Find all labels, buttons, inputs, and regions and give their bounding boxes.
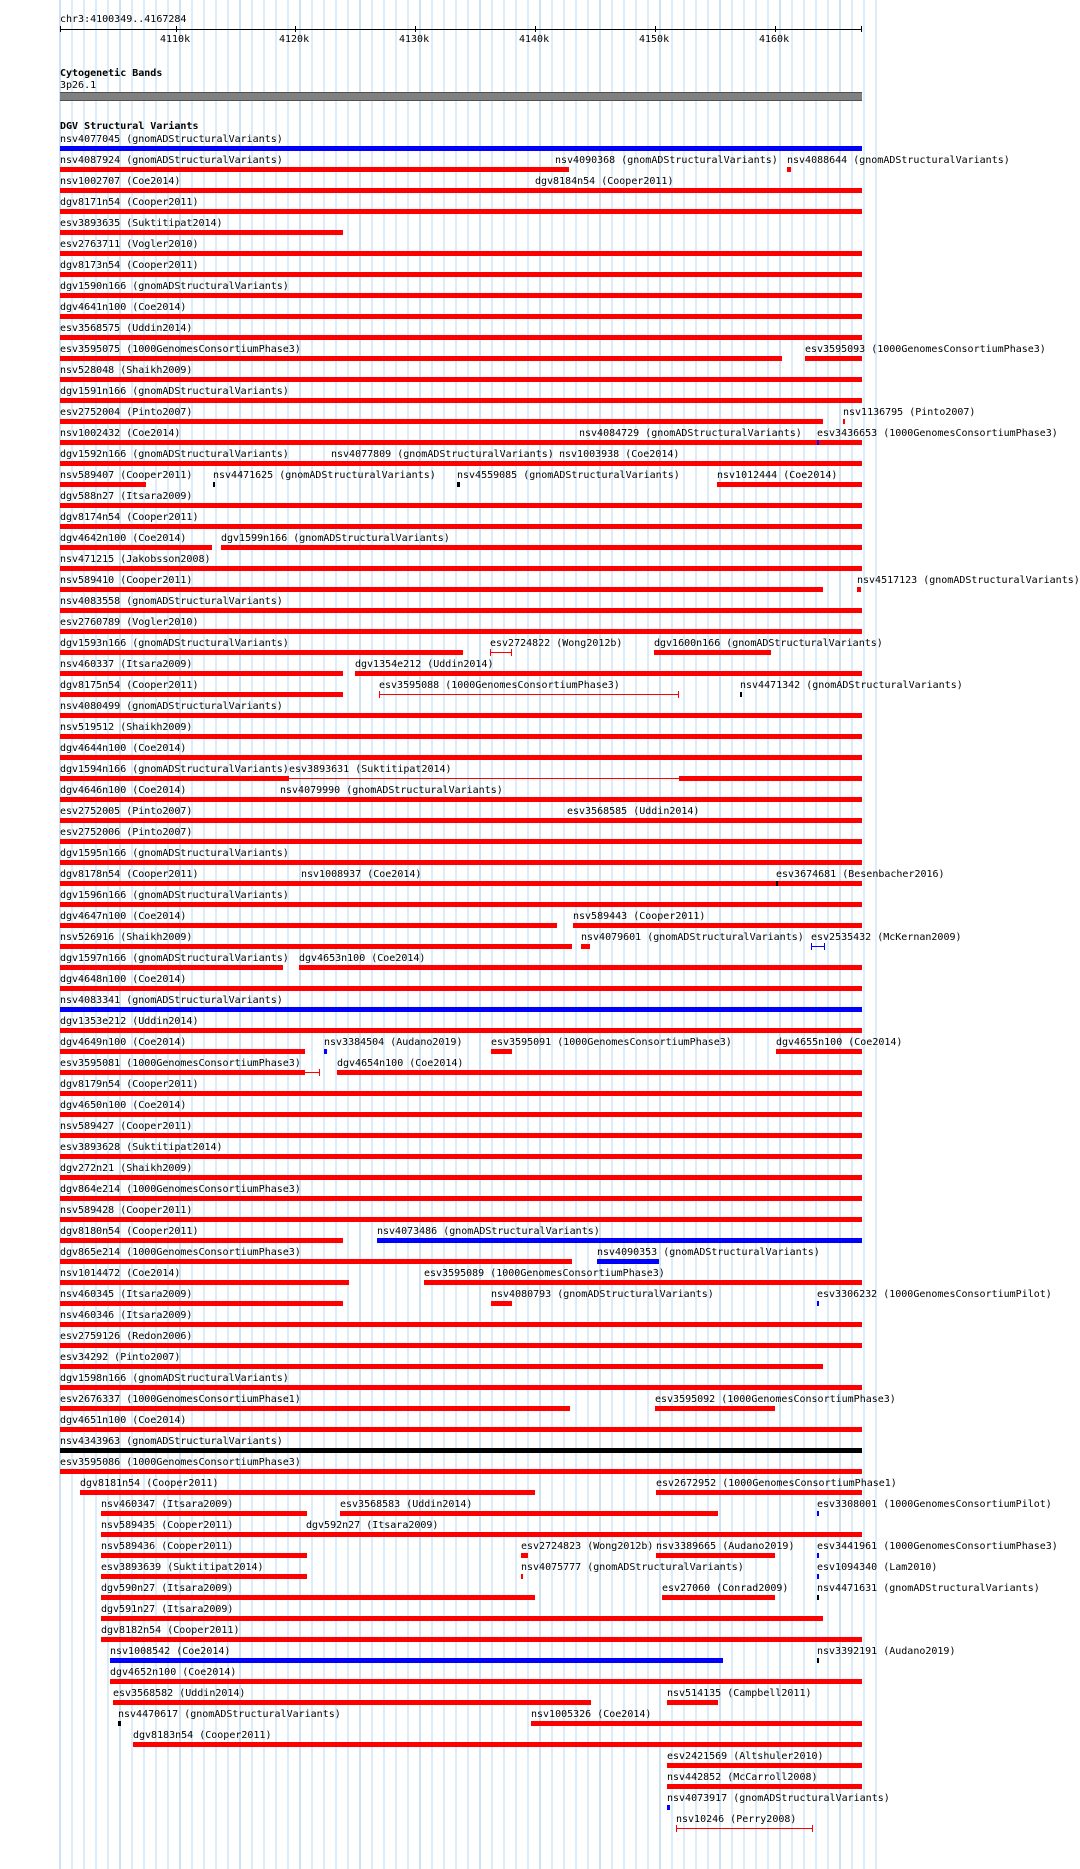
sv-feature-endcap <box>824 943 825 950</box>
sv-feature-connector <box>289 778 679 779</box>
sv-feature-label[interactable]: esv2676337 (1000GenomesConsortiumPhase1) <box>60 1394 301 1405</box>
sv-feature-label[interactable]: nsv471215 (Jakobsson2008) <box>60 554 211 565</box>
sv-feature-bar[interactable] <box>60 293 862 298</box>
sv-feature-bar[interactable] <box>655 1406 775 1411</box>
sv-feature-bar[interactable] <box>60 1112 862 1117</box>
sv-feature-label[interactable]: dgv4651n100 (Coe2014) <box>60 1415 187 1426</box>
sv-feature-bar[interactable] <box>491 1301 512 1306</box>
sv-feature-label[interactable]: nsv589443 (Cooper2011) <box>573 911 706 922</box>
sv-feature-label[interactable]: dgv591n27 (Itsara2009) <box>101 1604 234 1615</box>
ruler-end-tick <box>861 26 862 32</box>
sv-feature-bar[interactable] <box>60 671 343 676</box>
sv-feature-label[interactable]: nsv4073917 (gnomADStructuralVariants) <box>667 1793 890 1804</box>
sv-feature-bar[interactable] <box>60 1007 862 1012</box>
sv-feature-bar[interactable] <box>60 314 862 319</box>
sv-feature-bar[interactable] <box>60 209 862 214</box>
sv-feature-label[interactable]: esv2763711 (Vogler2010) <box>60 239 199 250</box>
sv-feature-bar[interactable] <box>60 713 862 718</box>
sv-feature-bar[interactable] <box>60 1070 305 1075</box>
sv-feature-label[interactable]: nsv589436 (Cooper2011) <box>101 1541 234 1552</box>
sv-feature-bar[interactable] <box>60 1175 862 1180</box>
ruler-tick <box>775 26 776 32</box>
sv-feature-bar[interactable] <box>60 608 862 613</box>
sv-feature-label[interactable]: dgv865e214 (1000GenomesConsortiumPhase3) <box>60 1247 301 1258</box>
sv-feature-bar[interactable] <box>817 440 819 445</box>
sv-feature-label[interactable]: esv3441961 (1000GenomesConsortiumPhase3) <box>817 1541 1058 1552</box>
sv-feature-label[interactable]: esv3595093 (1000GenomesConsortiumPhase3) <box>805 344 1046 355</box>
sv-feature-bar[interactable] <box>424 1280 862 1285</box>
sv-feature-label[interactable]: nsv4559085 (gnomADStructuralVariants) <box>457 470 680 481</box>
sv-feature-label[interactable]: dgv4647n100 (Coe2014) <box>60 911 187 922</box>
sv-feature-label[interactable]: nsv10246 (Perry2008) <box>676 1814 797 1825</box>
sv-feature-bar[interactable] <box>60 986 862 991</box>
sv-feature-bar[interactable] <box>60 692 343 697</box>
sv-feature-label[interactable]: dgv1592n166 (gnomADStructuralVariants) <box>60 449 289 460</box>
sv-feature-label[interactable]: nsv1008937 (Coe2014) <box>301 869 422 880</box>
sv-feature-bar[interactable] <box>60 1133 862 1138</box>
sv-feature-label[interactable]: dgv8181n54 (Cooper2011) <box>80 1478 219 1489</box>
sv-feature-bar[interactable] <box>60 251 862 256</box>
sv-feature-bar[interactable] <box>817 1511 819 1516</box>
sv-feature-label[interactable]: esv3893628 (Suktitipat2014) <box>60 1142 223 1153</box>
sv-feature-bar[interactable] <box>60 1364 823 1369</box>
sv-feature-label[interactable]: nsv4471625 (gnomADStructuralVariants) <box>213 470 436 481</box>
sv-feature-label[interactable]: nsv460345 (Itsara2009) <box>60 1289 193 1300</box>
ruler-tick <box>295 26 296 32</box>
sv-feature-bar[interactable] <box>531 1721 862 1726</box>
sv-feature-label[interactable]: esv2752005 (Pinto2007) <box>60 806 193 817</box>
sv-feature-bar[interactable] <box>817 1574 819 1579</box>
sv-feature-label[interactable]: nsv1002432 (Coe2014) <box>60 428 181 439</box>
sv-feature-label[interactable]: dgv1596n166 (gnomADStructuralVariants) <box>60 890 289 901</box>
sv-feature-label[interactable]: dgv592n27 (Itsara2009) <box>306 1520 439 1531</box>
sv-feature-bar[interactable] <box>60 566 862 571</box>
sv-feature-bar[interactable] <box>60 923 557 928</box>
ruler-axis <box>60 29 862 30</box>
sv-feature-label[interactable]: nsv514135 (Campbell2011) <box>667 1688 812 1699</box>
sv-feature-bar[interactable] <box>118 1721 121 1726</box>
sv-feature-bar[interactable] <box>817 1301 819 1306</box>
sv-feature-bar[interactable] <box>667 1784 862 1789</box>
sv-feature-bar[interactable] <box>776 881 778 886</box>
sv-feature-label[interactable]: dgv1593n166 (gnomADStructuralVariants) <box>60 638 289 649</box>
sv-feature-bar[interactable] <box>521 1553 528 1558</box>
sv-feature-bar[interactable] <box>60 1406 570 1411</box>
sv-feature-label[interactable]: dgv8180n54 (Cooper2011) <box>60 1226 199 1237</box>
sv-feature-label[interactable]: esv3893631 (Suktitipat2014) <box>289 764 452 775</box>
sv-feature-label[interactable]: nsv4471342 (gnomADStructuralVariants) <box>740 680 963 691</box>
sv-feature-label[interactable]: nsv4073486 (gnomADStructuralVariants) <box>377 1226 600 1237</box>
sv-feature-bar[interactable] <box>60 230 343 235</box>
sv-feature-label[interactable]: esv2421569 (Altshuler2010) <box>667 1751 824 1762</box>
sv-feature-bar[interactable] <box>567 818 862 823</box>
sv-feature-label[interactable]: dgv8173n54 (Cooper2011) <box>60 260 199 271</box>
sv-feature-bar[interactable] <box>101 1553 307 1558</box>
sv-feature-bar[interactable] <box>60 755 862 760</box>
sv-feature-bar[interactable] <box>133 1742 862 1747</box>
sv-feature-tail <box>305 1072 319 1073</box>
sv-feature-label[interactable]: nsv3384504 (Audano2019) <box>324 1037 463 1048</box>
sv-feature-label[interactable]: nsv1008542 (Coe2014) <box>110 1646 231 1657</box>
sv-feature-bar[interactable] <box>597 1259 659 1264</box>
sv-feature-bar[interactable] <box>60 1154 862 1159</box>
sv-feature-label[interactable]: nsv4090368 (gnomADStructuralVariants) <box>555 155 778 166</box>
sv-feature-label[interactable]: nsv4088644 (gnomADStructuralVariants) <box>787 155 1010 166</box>
sv-feature-bar[interactable] <box>60 1385 862 1390</box>
dgv-track-title: DGV Structural Variants <box>60 121 199 132</box>
sv-feature-bar[interactable] <box>60 272 862 277</box>
sv-feature-label[interactable]: esv2752006 (Pinto2007) <box>60 827 193 838</box>
ruler-start-tick <box>60 26 61 32</box>
cytoband-bar[interactable] <box>60 92 862 101</box>
sv-feature-label[interactable]: dgv1591n166 (gnomADStructuralVariants) <box>60 386 289 397</box>
sv-feature-endcap <box>379 691 380 698</box>
cytoband-track-title: Cytogenetic Bands <box>60 68 163 79</box>
sv-feature-label[interactable]: dgv8178n54 (Cooper2011) <box>60 869 199 880</box>
sv-feature-bar[interactable] <box>490 652 512 653</box>
sv-feature-label[interactable]: dgv8171n54 (Cooper2011) <box>60 197 199 208</box>
sv-feature-label[interactable]: esv3595075 (1000GenomesConsortiumPhase3) <box>60 344 301 355</box>
sv-feature-bar[interactable] <box>60 545 212 550</box>
sv-feature-bar[interactable] <box>101 1532 307 1537</box>
sv-feature-bar[interactable] <box>110 1658 723 1663</box>
ruler-tick-label: 4160k <box>759 34 790 45</box>
sv-feature-label[interactable]: dgv4654n100 (Coe2014) <box>337 1058 464 1069</box>
sv-feature-label[interactable]: dgv4649n100 (Coe2014) <box>60 1037 187 1048</box>
sv-feature-label[interactable]: nsv4077045 (gnomADStructuralVariants) <box>60 134 283 145</box>
sv-feature-label[interactable]: dgv588n27 (Itsara2009) <box>60 491 193 502</box>
sv-feature-bar[interactable] <box>113 1700 591 1705</box>
sv-feature-label[interactable]: esv2724822 (Wong2012b) <box>490 638 623 649</box>
sv-feature-bar[interactable] <box>60 356 782 361</box>
sv-feature-label[interactable]: esv3595081 (1000GenomesConsortiumPhase3) <box>60 1058 301 1069</box>
sv-feature-label[interactable]: nsv4080499 (gnomADStructuralVariants) <box>60 701 283 712</box>
sv-feature-bar[interactable] <box>110 1679 862 1684</box>
sv-feature-label[interactable]: dgv1598n166 (gnomADStructuralVariants) <box>60 1373 289 1384</box>
sv-feature-label[interactable]: nsv1136795 (Pinto2007) <box>843 407 976 418</box>
sv-feature-label[interactable]: nsv4084729 (gnomADStructuralVariants) <box>579 428 802 439</box>
ruler-tick <box>535 26 536 32</box>
sv-feature-bar[interactable] <box>213 482 215 487</box>
sv-feature-bar[interactable] <box>324 1049 327 1054</box>
sv-feature-bar[interactable] <box>662 1595 775 1600</box>
sv-feature-label[interactable]: esv3595092 (1000GenomesConsortiumPhase3) <box>655 1394 896 1405</box>
sv-feature-bar[interactable] <box>579 440 862 445</box>
sv-feature-label[interactable]: dgv4655n100 (Coe2014) <box>776 1037 903 1048</box>
sv-feature-label[interactable]: nsv4077809 (gnomADStructuralVariants) <box>331 449 554 460</box>
sv-feature-bar[interactable] <box>60 482 146 487</box>
sv-feature-bar[interactable] <box>337 1070 862 1075</box>
sv-feature-label[interactable]: nsv4517123 (gnomADStructuralVariants) <box>857 575 1080 586</box>
sv-feature-bar[interactable] <box>60 944 572 949</box>
sv-feature-bar[interactable] <box>60 1196 862 1201</box>
sv-feature-endcap <box>490 649 491 656</box>
sv-feature-bar[interactable] <box>787 167 791 172</box>
sv-feature-label[interactable]: dgv4648n100 (Coe2014) <box>60 974 187 985</box>
sv-feature-bar[interactable] <box>817 1595 819 1600</box>
sv-feature-bar[interactable] <box>656 1553 775 1558</box>
sv-feature-bar[interactable] <box>101 1616 823 1621</box>
sv-feature-label[interactable]: nsv519512 (Shaikh2009) <box>60 722 193 733</box>
sv-feature-bar[interactable] <box>740 692 742 697</box>
sv-feature-bar[interactable] <box>60 1301 343 1306</box>
ruler-tick <box>176 26 177 32</box>
sv-feature-label[interactable]: esv2724823 (Wong2012b) <box>521 1541 654 1552</box>
sv-feature-label[interactable]: esv3568582 (Uddin2014) <box>113 1688 246 1699</box>
sv-feature-bar[interactable] <box>60 440 581 445</box>
sv-feature-label[interactable]: dgv1354e212 (Uddin2014) <box>355 659 494 670</box>
sv-feature-bar[interactable] <box>60 503 862 508</box>
sv-feature-label[interactable]: nsv460346 (Itsara2009) <box>60 1310 193 1321</box>
sv-feature-label[interactable]: esv3306232 (1000GenomesConsortiumPilot) <box>817 1289 1052 1300</box>
sv-feature-label[interactable]: esv3568575 (Uddin2014) <box>60 323 193 334</box>
sv-feature-bar[interactable] <box>717 482 862 487</box>
sv-feature-label[interactable]: nsv1014472 (Coe2014) <box>60 1268 181 1279</box>
sv-feature-label[interactable]: esv3893635 (Suktitipat2014) <box>60 218 223 229</box>
sv-feature-bar[interactable] <box>60 419 823 424</box>
ruler-tick <box>415 26 416 32</box>
sv-feature-bar[interactable] <box>491 1049 512 1054</box>
sv-feature-label[interactable]: dgv4653n100 (Coe2014) <box>299 953 426 964</box>
sv-feature-label[interactable]: dgv8183n54 (Cooper2011) <box>133 1730 272 1741</box>
sv-feature-label[interactable]: esv27060 (Conrad2009) <box>662 1583 789 1594</box>
sv-feature-label[interactable]: dgv4644n100 (Coe2014) <box>60 743 187 754</box>
sv-feature-label[interactable]: nsv1012444 (Coe2014) <box>717 470 838 481</box>
sv-feature-label[interactable]: esv3595089 (1000GenomesConsortiumPhase3) <box>424 1268 665 1279</box>
sv-feature-bar[interactable] <box>811 946 825 947</box>
sv-feature-label[interactable]: nsv526916 (Shaikh2009) <box>60 932 193 943</box>
sv-feature-label[interactable]: nsv4075777 (gnomADStructuralVariants) <box>521 1562 744 1573</box>
sv-feature-bar[interactable] <box>776 1049 862 1054</box>
sv-feature-bar[interactable] <box>101 1511 307 1516</box>
sv-feature-bar[interactable] <box>457 482 460 487</box>
sv-feature-label[interactable]: esv3595086 (1000GenomesConsortiumPhase3) <box>60 1457 301 1468</box>
sv-feature-label[interactable]: nsv3389665 (Audano2019) <box>656 1541 795 1552</box>
sv-feature-bar[interactable] <box>60 1427 862 1432</box>
sv-feature-label[interactable]: dgv1590n166 (gnomADStructuralVariants) <box>60 281 289 292</box>
ruler-tick-label: 4150k <box>639 34 670 45</box>
sv-feature-endcap <box>812 1825 813 1832</box>
sv-feature-label[interactable]: esv3568583 (Uddin2014) <box>340 1499 473 1510</box>
sv-feature-label[interactable]: esv2760789 (Vogler2010) <box>60 617 199 628</box>
sv-feature-bar[interactable] <box>101 1574 307 1579</box>
sv-feature-label[interactable]: dgv1594n166 (gnomADStructuralVariants) <box>60 764 289 775</box>
ruler-tick <box>655 26 656 32</box>
sv-feature-bar[interactable] <box>60 188 535 193</box>
sv-feature-bar[interactable] <box>573 923 862 928</box>
ruler-tick-label: 4110k <box>160 34 191 45</box>
sv-feature-label[interactable]: esv3568585 (Uddin2014) <box>567 806 700 817</box>
sv-feature-bar[interactable] <box>60 776 289 781</box>
sv-feature-bar[interactable] <box>340 1511 718 1516</box>
sv-feature-bar[interactable] <box>60 1448 862 1453</box>
sv-feature-bar[interactable] <box>60 377 862 382</box>
sv-feature-label[interactable]: dgv1353e212 (Uddin2014) <box>60 1016 199 1027</box>
sv-feature-bar[interactable] <box>306 1532 862 1537</box>
sv-feature-bar[interactable] <box>60 902 862 907</box>
sv-feature-label[interactable]: nsv4471631 (gnomADStructuralVariants) <box>817 1583 1040 1594</box>
sv-feature-bar[interactable] <box>805 356 862 361</box>
sv-feature-label[interactable]: nsv4090353 (gnomADStructuralVariants) <box>597 1247 820 1258</box>
sv-feature-label[interactable]: nsv4470617 (gnomADStructuralVariants) <box>118 1709 341 1720</box>
sv-feature-bar[interactable] <box>60 860 862 865</box>
sv-feature-bar[interactable] <box>60 1238 343 1243</box>
sv-feature-label[interactable]: dgv272n21 (Shaikh2009) <box>60 1163 193 1174</box>
sv-feature-bar[interactable] <box>377 1238 862 1243</box>
sv-feature-bar[interactable] <box>60 1217 862 1222</box>
sv-feature-endcap <box>319 1069 320 1076</box>
sv-feature-bar[interactable] <box>857 587 861 592</box>
sv-feature-label[interactable]: nsv1005326 (Coe2014) <box>531 1709 652 1720</box>
sv-feature-endcap <box>811 943 812 950</box>
sv-feature-label[interactable]: nsv589428 (Cooper2011) <box>60 1205 193 1216</box>
ruler-tick-label: 4140k <box>519 34 550 45</box>
sv-feature-label[interactable]: dgv8182n54 (Cooper2011) <box>101 1625 240 1636</box>
sv-feature-bar[interactable] <box>101 1637 862 1642</box>
sv-feature-bar[interactable] <box>60 1343 862 1348</box>
sv-feature-label[interactable]: dgv8175n54 (Cooper2011) <box>60 680 199 691</box>
sv-feature-bar[interactable] <box>60 797 280 802</box>
sv-feature-label[interactable]: nsv4083341 (gnomADStructuralVariants) <box>60 995 283 1006</box>
sv-feature-label[interactable]: nsv4079601 (gnomADStructuralVariants) <box>581 932 804 943</box>
sv-feature-bar[interactable] <box>60 650 463 655</box>
sv-feature-bar[interactable] <box>656 1490 862 1495</box>
sv-feature-bar[interactable] <box>60 146 862 151</box>
sv-feature-bar[interactable] <box>521 1574 523 1579</box>
sv-feature-label[interactable]: esv3595091 (1000GenomesConsortiumPhase3) <box>491 1037 732 1048</box>
cytoband-label: 3p26.1 <box>60 80 97 91</box>
sv-feature-bar[interactable] <box>60 398 862 403</box>
sv-feature-label[interactable]: dgv8174n54 (Cooper2011) <box>60 512 199 523</box>
sv-feature-label[interactable]: dgv590n27 (Itsara2009) <box>101 1583 234 1594</box>
sv-feature-label[interactable]: nsv589435 (Cooper2011) <box>101 1520 234 1531</box>
sv-feature-bar[interactable] <box>535 188 862 193</box>
sv-feature-bar[interactable] <box>817 1553 819 1558</box>
sv-feature-bar[interactable] <box>555 167 569 172</box>
sv-feature-bar[interactable] <box>60 167 561 172</box>
sv-feature-bar[interactable] <box>817 1658 819 1663</box>
sv-feature-bar[interactable] <box>299 965 862 970</box>
sv-feature-bar[interactable] <box>60 1469 862 1474</box>
sv-feature-bar[interactable] <box>581 944 590 949</box>
sv-feature-label[interactable]: esv2535432 (McKernan2009) <box>811 932 962 943</box>
sv-feature-label[interactable]: nsv442852 (McCarroll2008) <box>667 1772 818 1783</box>
sv-feature-label[interactable]: esv3674681 (Besenbacher2016) <box>776 869 945 880</box>
sv-feature-label[interactable]: dgv8179n54 (Cooper2011) <box>60 1079 199 1090</box>
sv-feature-label[interactable]: nsv4080793 (gnomADStructuralVariants) <box>491 1289 714 1300</box>
sv-feature-bar[interactable] <box>60 1280 349 1285</box>
sv-feature-label[interactable]: dgv864e214 (1000GenomesConsortiumPhase3) <box>60 1184 301 1195</box>
sv-feature-bar[interactable] <box>280 797 862 802</box>
sv-feature-bar[interactable] <box>301 881 718 886</box>
sv-feature-label[interactable]: nsv1002707 (Coe2014) <box>60 176 181 187</box>
ruler-tick-label: 4130k <box>399 34 430 45</box>
sv-feature-label[interactable]: esv1094340 (Lam2010) <box>817 1562 938 1573</box>
sv-feature-bar[interactable] <box>60 1028 862 1033</box>
sv-feature-label[interactable]: esv34292 (Pinto2007) <box>60 1352 181 1363</box>
sv-feature-label[interactable]: nsv4083558 (gnomADStructuralVariants) <box>60 596 283 607</box>
sv-feature-label[interactable]: dgv4642n100 (Coe2014) <box>60 533 187 544</box>
sv-feature-bar[interactable] <box>60 734 862 739</box>
sv-feature-bar[interactable] <box>60 1259 572 1264</box>
sv-feature-bar[interactable] <box>221 545 862 550</box>
sv-feature-label[interactable]: dgv4650n100 (Coe2014) <box>60 1100 187 1111</box>
sv-feature-bar[interactable] <box>667 1700 718 1705</box>
sv-feature-bar[interactable] <box>80 1490 535 1495</box>
sv-feature-label[interactable]: esv3893639 (Suktitipat2014) <box>101 1562 264 1573</box>
sv-feature-label[interactable]: nsv460337 (Itsara2009) <box>60 659 193 670</box>
ruler-tick-label: 4120k <box>279 34 310 45</box>
sv-feature-bar[interactable] <box>60 839 862 844</box>
sv-feature-bar[interactable] <box>60 524 862 529</box>
sv-feature-label[interactable]: esv3595088 (1000GenomesConsortiumPhase3) <box>379 680 620 691</box>
sv-feature-label[interactable]: nsv589410 (Cooper2011) <box>60 575 193 586</box>
sv-feature-bar[interactable] <box>60 1049 305 1054</box>
sv-feature-bar[interactable] <box>667 1763 862 1768</box>
sv-feature-label[interactable]: nsv3392191 (Audano2019) <box>817 1646 956 1657</box>
sv-feature-bar[interactable] <box>60 965 283 970</box>
sv-feature-label[interactable]: dgv4646n100 (Coe2014) <box>60 785 187 796</box>
sv-feature-bar[interactable] <box>679 776 862 781</box>
sv-feature-label[interactable]: dgv4641n100 (Coe2014) <box>60 302 187 313</box>
sv-feature-label[interactable]: nsv589427 (Cooper2011) <box>60 1121 193 1132</box>
sv-feature-label[interactable]: esv3436653 (1000GenomesConsortiumPhase3) <box>817 428 1058 439</box>
sv-feature-label[interactable]: nsv4079990 (gnomADStructuralVariants) <box>280 785 503 796</box>
sv-feature-bar[interactable] <box>654 650 771 655</box>
sv-feature-bar[interactable] <box>60 1091 862 1096</box>
sv-feature-label[interactable]: nsv4087924 (gnomADStructuralVariants) <box>60 155 283 166</box>
sv-feature-bar[interactable] <box>60 461 334 466</box>
sv-feature-endcap <box>678 691 679 698</box>
sv-feature-bar[interactable] <box>667 1805 670 1810</box>
sv-feature-bar[interactable] <box>60 335 862 340</box>
sv-feature-bar[interactable] <box>676 1828 813 1829</box>
sv-feature-label[interactable]: nsv589407 (Cooper2011) <box>60 470 193 481</box>
sv-feature-label[interactable]: nsv1003938 (Coe2014) <box>559 449 680 460</box>
sv-feature-label[interactable]: dgv1597n166 (gnomADStructuralVariants) <box>60 953 289 964</box>
sv-feature-bar[interactable] <box>355 671 862 676</box>
sv-feature-label[interactable]: nsv460347 (Itsara2009) <box>101 1499 234 1510</box>
sv-feature-bar[interactable] <box>60 629 862 634</box>
sv-feature-label[interactable]: esv2752004 (Pinto2007) <box>60 407 193 418</box>
sv-feature-label[interactable]: esv3308001 (1000GenomesConsortiumPilot) <box>817 1499 1052 1510</box>
sv-feature-label[interactable]: dgv1595n166 (gnomADStructuralVariants) <box>60 848 289 859</box>
position-label: chr3:4100349..4167284 <box>60 14 187 25</box>
sv-feature-label[interactable]: esv2759126 (Redon2006) <box>60 1331 193 1342</box>
sv-feature-label[interactable]: dgv1600n166 (gnomADStructuralVariants) <box>654 638 883 649</box>
sv-feature-bar[interactable] <box>843 419 845 424</box>
sv-feature-bar[interactable] <box>60 587 823 592</box>
sv-feature-bar[interactable] <box>101 1595 535 1600</box>
sv-feature-endcap <box>676 1825 677 1832</box>
sv-feature-label[interactable]: dgv1599n166 (gnomADStructuralVariants) <box>221 533 450 544</box>
sv-feature-bar[interactable] <box>60 1322 862 1327</box>
sv-feature-label[interactable]: dgv8184n54 (Cooper2011) <box>535 176 674 187</box>
sv-feature-label[interactable]: nsv528048 (Shaikh2009) <box>60 365 193 376</box>
sv-feature-bar[interactable] <box>379 694 679 695</box>
sv-feature-label[interactable]: dgv4652n100 (Coe2014) <box>110 1667 237 1678</box>
sv-feature-bar[interactable] <box>559 461 862 466</box>
sv-feature-endcap <box>511 649 512 656</box>
sv-feature-label[interactable]: nsv4343963 (gnomADStructuralVariants) <box>60 1436 283 1447</box>
sv-feature-label[interactable]: esv2672952 (1000GenomesConsortiumPhase1) <box>656 1478 897 1489</box>
